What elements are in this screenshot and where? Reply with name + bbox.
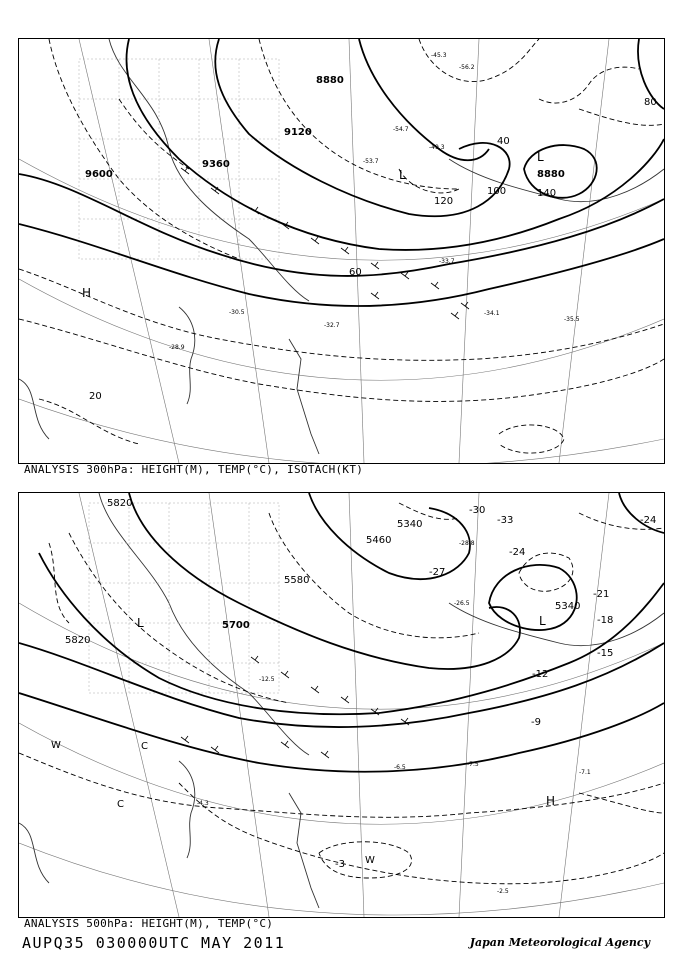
height-label-8880-east: 8880 bbox=[537, 169, 565, 180]
high-center-label: H bbox=[546, 794, 556, 808]
station-value-5: -6.5 bbox=[394, 764, 406, 771]
isotherm-label-minus12: -12 bbox=[532, 669, 549, 680]
temp-label-5: -34.1 bbox=[484, 310, 500, 317]
isotach-label-80: 80 bbox=[644, 97, 657, 108]
isotherm-label-minus24-east: -24 bbox=[640, 515, 657, 526]
height-label-9360: 9360 bbox=[202, 159, 230, 170]
map-panel-500hpa bbox=[18, 492, 665, 918]
height-label-8880-north: 8880 bbox=[316, 75, 344, 86]
dashed-isopleths bbox=[19, 503, 664, 884]
temp-label-4: -33.7 bbox=[439, 258, 455, 265]
product-code: AUPQ35 bbox=[22, 934, 86, 952]
isotach-label-140: 140 bbox=[537, 188, 557, 199]
valid-time: 030000UTC MAY 2011 bbox=[95, 934, 286, 952]
isotherm-label-minus9: -9 bbox=[531, 717, 541, 728]
temp-label-9: -53.7 bbox=[363, 158, 379, 165]
station-value-2: -7.5 bbox=[467, 761, 479, 768]
cold-marker-1: C bbox=[141, 741, 148, 752]
height-label-5340-east: 5340 bbox=[555, 601, 581, 612]
latlon-grid bbox=[19, 493, 664, 917]
temp-label-3: -32.7 bbox=[324, 322, 340, 329]
chart-500hpa bbox=[19, 493, 664, 917]
chart-300hpa bbox=[19, 39, 664, 463]
station-value-6: -12.5 bbox=[259, 676, 275, 683]
isotach-label-20: 20 bbox=[89, 391, 102, 402]
cold-marker-2: C bbox=[117, 799, 124, 810]
temp-label-6: -35.5 bbox=[564, 316, 580, 323]
isotherm-label-minus27: -27 bbox=[429, 567, 446, 578]
caption-300hpa: ANALYSIS 300hPa: HEIGHT(M), TEMP(°C), ISOTACH(KT) bbox=[24, 463, 364, 476]
height-label-5700: 5700 bbox=[222, 620, 250, 631]
isotach-label-100: 100 bbox=[487, 186, 507, 197]
temp-label-8: -49.3 bbox=[429, 144, 445, 151]
low-center-label-1: L bbox=[137, 616, 144, 630]
map-panel-300hpa bbox=[18, 38, 665, 464]
height-label-9600: 9600 bbox=[85, 169, 113, 180]
isotherm-label-minus15: -15 bbox=[597, 648, 614, 659]
isotach-label-60: 60 bbox=[349, 267, 362, 278]
station-value-8: -28.8 bbox=[459, 540, 475, 547]
product-header bbox=[22, 934, 285, 952]
temp-label-11: -56.2 bbox=[459, 64, 475, 71]
isotherm-label-minus3: -3 bbox=[335, 859, 345, 870]
isotherm-label-minus18: -18 bbox=[597, 615, 614, 626]
isotherm-label-minus21: -21 bbox=[593, 589, 610, 600]
height-contours bbox=[19, 493, 664, 772]
low-center-label-2: L bbox=[539, 614, 546, 628]
station-value-4: -2.5 bbox=[497, 888, 509, 895]
warm-marker-2: W bbox=[365, 855, 375, 866]
high-center-label: H bbox=[82, 286, 92, 300]
temp-label-10: -54.7 bbox=[393, 126, 409, 133]
temp-label-1: -28.9 bbox=[169, 344, 185, 351]
agency-credit: Japan Meteorological Agency bbox=[469, 936, 650, 949]
isotach-label-40: 40 bbox=[497, 136, 510, 147]
station-value-7: -26.5 bbox=[454, 600, 470, 607]
low-center-label-2: L bbox=[537, 150, 544, 164]
height-label-5340-north: 5340 bbox=[397, 519, 423, 530]
isotherm-label-minus30: -30 bbox=[469, 505, 486, 516]
station-value-3: -7.1 bbox=[579, 769, 591, 776]
isotherm-label-minus33: -33 bbox=[497, 515, 514, 526]
station-value-1: -4.3 bbox=[197, 800, 209, 807]
warm-marker-1: W bbox=[51, 740, 61, 751]
isotherm-label-minus24: -24 bbox=[509, 547, 526, 558]
height-label-9120: 9120 bbox=[284, 127, 312, 138]
isotach-label-120: 120 bbox=[434, 196, 454, 207]
latlon-grid bbox=[19, 39, 664, 463]
low-center-label-1: L bbox=[399, 168, 406, 182]
height-label-5820-west: 5820 bbox=[65, 635, 91, 646]
wind-barbs bbox=[181, 656, 409, 758]
temp-label-7: -45.3 bbox=[431, 52, 447, 59]
height-label-5820-north: 5820 bbox=[107, 498, 133, 509]
wind-barbs bbox=[181, 167, 469, 319]
height-label-5460: 5460 bbox=[366, 535, 392, 546]
caption-500hpa: ANALYSIS 500hPa: HEIGHT(M), TEMP(°C) bbox=[24, 917, 274, 930]
height-label-5580: 5580 bbox=[284, 575, 310, 586]
temp-label-2: -30.5 bbox=[229, 309, 245, 316]
